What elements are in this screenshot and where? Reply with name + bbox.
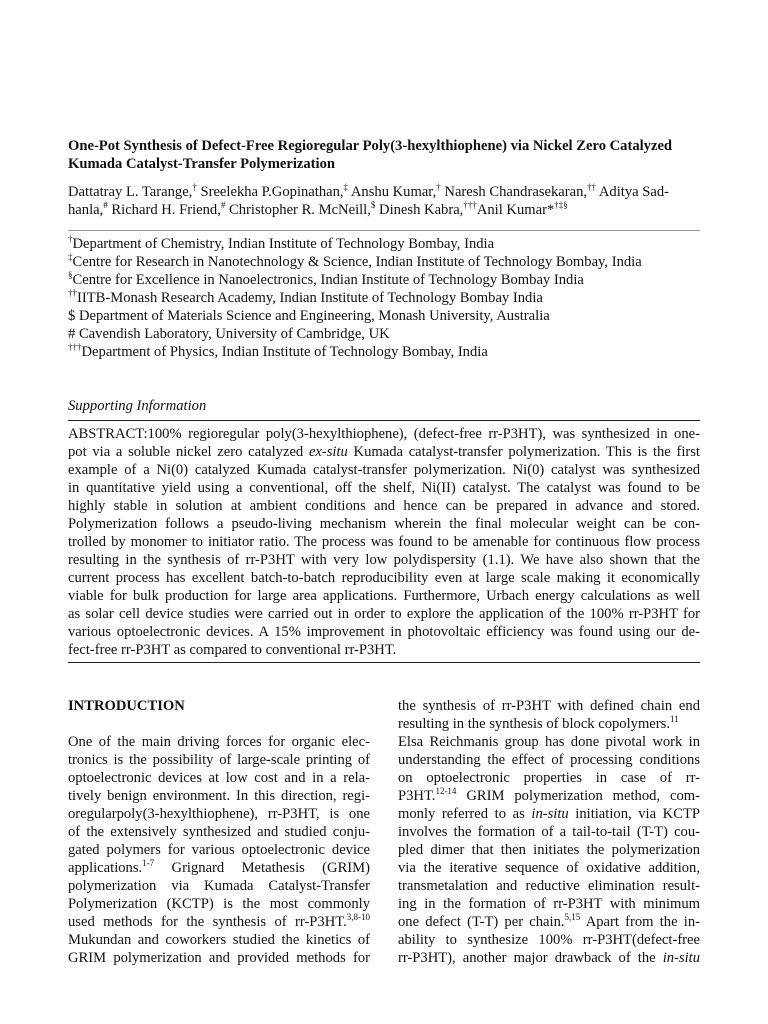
supporting-information-label: Supporting Information: [68, 398, 207, 414]
affiliations: [68, 230, 700, 361]
affiliation: †††Department of Physics, Indian Institute of Technology Bombay, India: [68, 342, 488, 360]
abstract: ABSTRACT:100% regioregular poly(3-hexylthiophene), (defect-free rr-P3HT), was synthesized in one- pot via a soluble nickel zero catalyzed ex-situ Kumada catalyst-transfer polymerization. This is the first example of a Ni(0) catalyzed Kumada catalyst-transfer polymerization. Ni(0) catalyst was synthesized in quantitative yield using a conventional, off the shelf, Ni(II) catalyst. The catalyst was found to be highly stable in solution at ambient conditions and hence can be prepared in advance and stored. Polymerization follows a pseudo-living mechanism wherein the final molecular weight can be con- trolled by monomer to initiator ratio. The process was found to be amenable for continuous flow process resulting in the synthesis of rr-P3HT with very low polydispersity (1.1). We have also shown that the current process has excellent batch-to-batch reproducibility even at large scale making it economically viable for bulk production for large area applications. Furthermore, Urbach energy calculations as well as solar cell device studies were carried out in order to explore the application of the 100% rr-P3HT for various optoelectronic devices. A 15% improvement in photovoltaic efficiency was found using our de- fect-free rr-P3HT as compared to conventional rr-P3HT.: [68, 420, 700, 663]
author-line-2: hanla,# Richard H. Friend,# Christopher R. McNeill,$ Dinesh Kabra,†††Anil Kumar*†‡§: [68, 200, 568, 218]
author-line-1: Dattatray L. Tarange,† Sreelekha P.Gopinathan,‡ Anshu Kumar,† Naresh Chandrasekaran,†† Aditya Sad-: [68, 182, 669, 200]
section-heading-introduction: INTRODUCTION: [68, 698, 185, 714]
affiliation: †Department of Chemistry, Indian Institute of Technology Bombay, India: [68, 234, 495, 252]
author-list: [68, 183, 708, 219]
paper-title: One-Pot Synthesis of Defect-Free Regioregular Poly(3-hexylthiophene) via Nickel Zero Catalyzed Kumada Catalyst-Transfer Polymerization: [68, 138, 673, 172]
affiliation: ‡Centre for Research in Nanotechnology & Science, Indian Institute of Technology Bombay, India: [68, 252, 642, 270]
affiliation: # Cavendish Laboratory, University of Cambridge, UK: [68, 326, 390, 342]
intro-left-column: INTRODUCTION One of the main driving forces for organic elec- tronics is the possibility of large-scale printing of optoelectronic devices at low cost and in a rela- tively benign environment. In this direction, regi- oregularpoly(3-hexylthiophene), rr-P3HT, is one of the extensively synthesized and studied conju- gated polymers for various optoelectronic device applications.$^{1-7}$ Grignard Metathesis (GRIM) polymerization via Kumada Catalyst-Transfer Polymerization (KCTP) is the most commonly used methods for the synthesis of rr-P3HT.$^{3,8-10}$ Mukundan and coworkers studied the kinetics of GRIM polymerization and provided methods for: [68, 698, 370, 966]
affiliation: ††IITB-Monash Research Academy, Indian Institute of Technology Bombay India: [68, 288, 543, 306]
affiliation: §Centre for Excellence in Nanoelectronics, Indian Institute of Technology Bombay India: [68, 270, 584, 288]
intro-right-column: the synthesis of rr-P3HT with defined chain end resulting in the synthesis of block copolymers.$^{11}$ Elsa Reichmanis group has done pivotal work in understanding the effect of processing conditions on optoelectronic properties in case of rr- P3HT.$^{12-14}$ GRIM polymerization method, com- monly referred to as in-situ initiation, via KCTP involves the formation of a tail-to-tail (T-T) cou- pled dimer that then initiates the polymerization via the iterative sequence of oxidative addition, transmetalation and reductive elimination result- ing in the formation of rr-P3HT with minimum one defect (T-T) per chain.$^{5,15}$ Apart from the in- ability to synthesize 100% rr-P3HT(defect-free rr-P3HT), another major drawback of the in-situ: [398, 698, 700, 966]
affiliation: $ Department of Materials Science and Engineering, Monash University, Australia: [68, 308, 550, 324]
